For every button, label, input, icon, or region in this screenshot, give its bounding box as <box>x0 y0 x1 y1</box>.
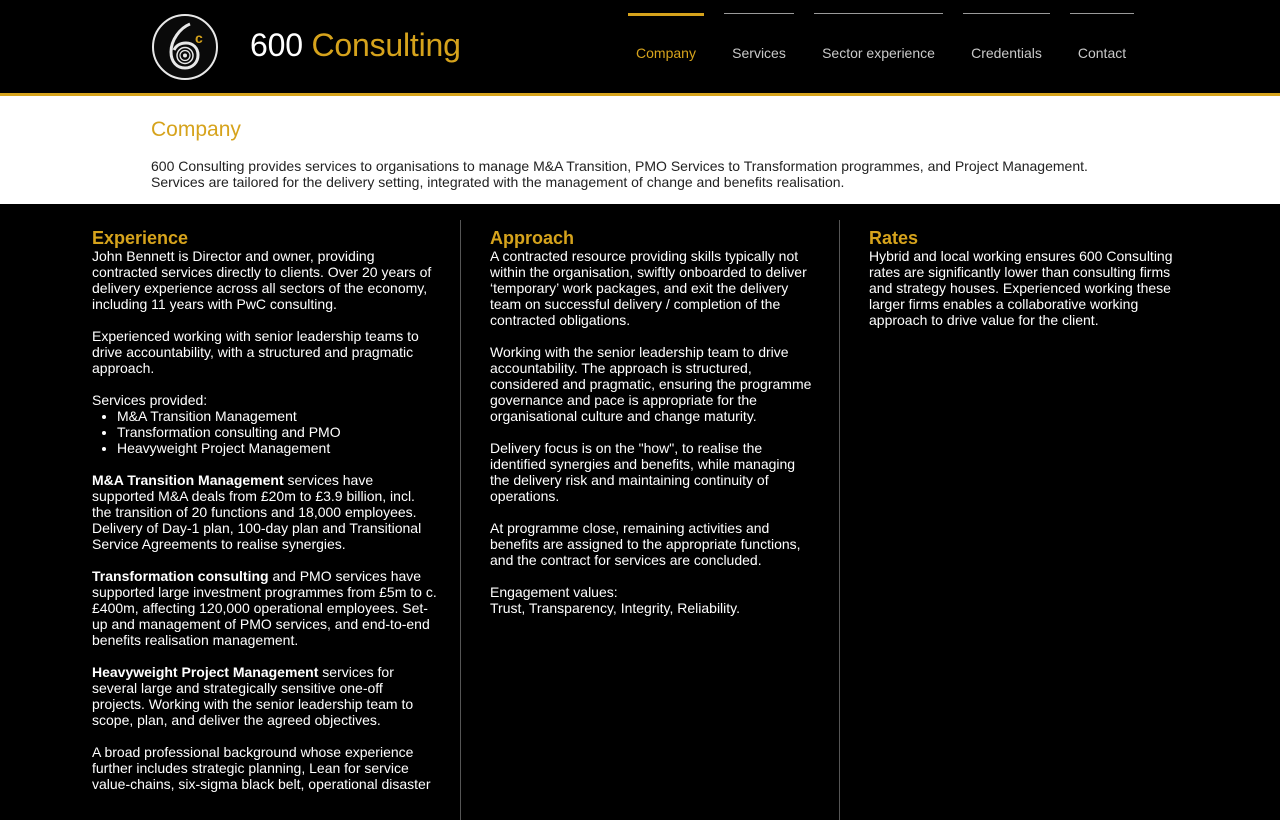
page-title: Company <box>151 118 241 141</box>
intro-line-1: 600 Consulting provides services to organisations to manage M&A Transition, PMO Services to Transformation programmes, and Project Management. <box>151 158 1088 174</box>
experience-paragraph: John Bennett is Director and owner, providing contracted services directly to clients. Over 20 years of delivery experience across all sectors of the economy, including 11 years with PwC consulting. <box>92 248 432 312</box>
content-columns <box>0 204 1280 799</box>
nav-sector-experience[interactable]: Sector experience <box>814 13 943 73</box>
logo-mark <box>154 16 216 78</box>
nav-company[interactable]: Company <box>628 13 704 73</box>
intro-description <box>151 158 1151 190</box>
brand-word: Consulting <box>311 27 461 63</box>
experience-column <box>92 229 437 808</box>
nav-credentials[interactable]: Credentials <box>963 13 1050 73</box>
transformation-bold: Transformation consulting <box>92 568 269 584</box>
heavyweight-paragraph <box>92 664 437 728</box>
ma-text: services have supported M&A deals from £20m to £3.9 billion, incl. the transition of 20 functions and 18,000 employees. Delivery of Day-1 plan, 100-day plan and Transitional Service Agreements to realise synergies. <box>92 472 422 552</box>
approach-paragraph: Working with the senior leadership team to drive accountability. The approach is structured, considered and pragmatic, ensuring the programme governance and pace is appropriate for the organisational culture and change maturity. <box>490 344 812 424</box>
approach-paragraph: At programme close, remaining activities and benefits are assigned to the appropriate functions, and the contract for services are concluded. <box>490 520 801 568</box>
approach-column <box>490 229 815 616</box>
intro-section <box>0 96 1280 204</box>
transformation-text: and PMO services have supported large investment programmes from £5m to c.£400m, affecting 120,000 operational employees. Set-up and management of PMO services, and end-to-end benefits realisation management. <box>92 568 437 648</box>
nav-services[interactable]: Services <box>724 13 794 73</box>
experience-heading: Experience <box>92 228 189 248</box>
approach-paragraph: Delivery focus is on the "how", to realise the identified synergies and benefits, while managing the delivery risk and maintaining continuity of operations. <box>490 440 796 504</box>
ma-bold: M&A Transition Management <box>92 472 284 488</box>
logo-icon[interactable] <box>152 14 218 80</box>
column-divider <box>839 220 840 820</box>
brand-number: 600 <box>250 27 303 63</box>
transformation-paragraph <box>92 568 437 648</box>
engagement-values: Trust, Transparency, Integrity, Reliability. <box>490 600 741 616</box>
heavyweight-text: services for several large and strategically sensitive one-off projects. Working with the senior leadership team to scope, plan, and deliver the agreed objectives. <box>92 664 414 728</box>
background-paragraph: A broad professional background whose experience further includes strategic planning, Lean for service value-chains, six-sigma black belt, operational disaster <box>92 744 431 792</box>
approach-paragraph: A contracted resource providing skills typically not within the organisation, swiftly onboarded to deliver ‘temporary’ work packages, and exit the delivery team on successful delivery / completion of the contracted obligations. <box>490 248 807 328</box>
svg-text:c: c <box>195 30 203 46</box>
rates-paragraph: Hybrid and local working ensures 600 Consulting rates are significantly lower than consulting firms and strategy houses. Experienced working these larger firms enables a collaborative working approach to drive value for the client. <box>869 248 1173 328</box>
engagement-values-label: Engagement values: <box>490 584 618 600</box>
rates-column <box>869 229 1184 344</box>
list-item: • Heavyweight Project Management <box>117 440 437 456</box>
column-divider <box>460 220 461 820</box>
ma-paragraph <box>92 472 437 552</box>
brand-name[interactable] <box>250 26 461 64</box>
services-list <box>92 408 437 456</box>
experience-paragraph: Experienced working with senior leadership teams to drive accountability, with a structured and pragmatic approach. <box>92 328 419 376</box>
heavyweight-bold: Heavyweight Project Management <box>92 664 319 680</box>
list-item: • Transformation consulting and PMO <box>117 424 437 440</box>
approach-heading: Approach <box>490 228 575 248</box>
nav-contact[interactable]: Contact <box>1070 13 1134 73</box>
services-label: Services provided: <box>92 392 208 408</box>
list-item: • M&A Transition Management <box>117 408 437 424</box>
rates-heading: Rates <box>869 228 919 248</box>
intro-line-2: Services are tailored for the delivery setting, integrated with the management of change and benefits realisation. <box>151 174 845 190</box>
site-header <box>0 0 1280 96</box>
